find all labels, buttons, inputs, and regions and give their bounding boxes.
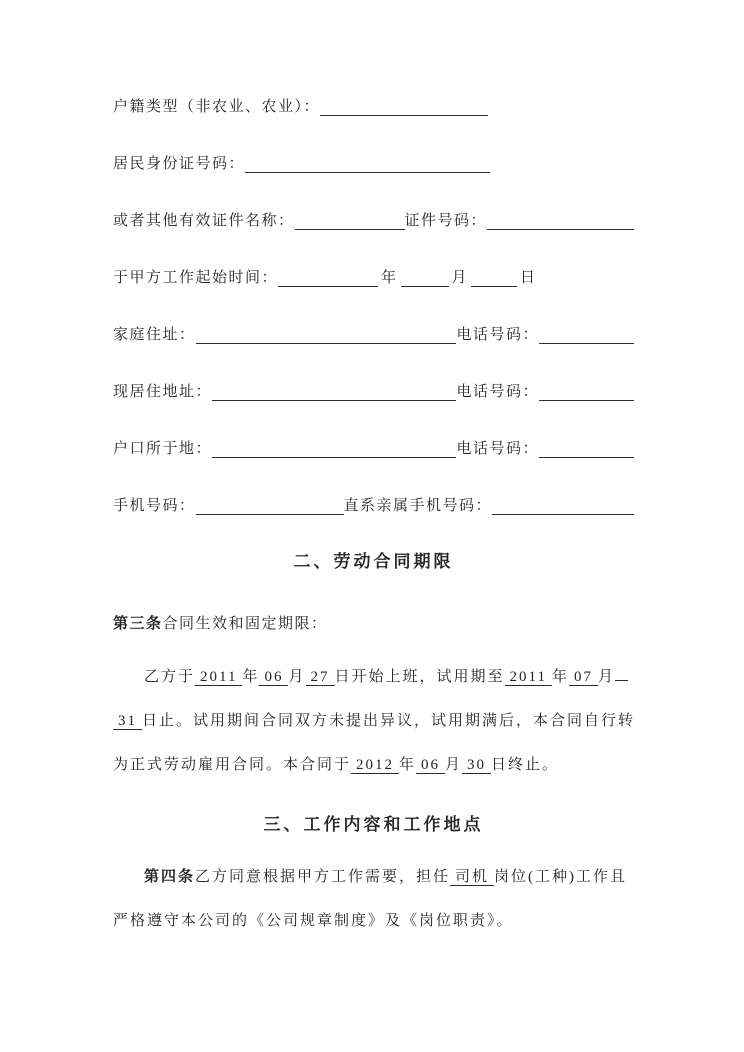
relative-mobile-blank: [492, 496, 634, 515]
section-3-heading: 三、工作内容和工作地点: [263, 815, 484, 834]
registered-residence-label: 户口所于地：: [113, 441, 213, 457]
home-address-row: [113, 322, 634, 344]
contract-end-day-value: 30: [462, 757, 491, 774]
clause-3-line: [113, 613, 634, 635]
day-unit-label: 日: [520, 270, 537, 286]
probation-end-day-blank-tail: [615, 666, 628, 681]
relative-mobile-label: 直系亲属手机号码：: [343, 498, 493, 514]
home-phone-label: 电话号码：: [456, 327, 539, 343]
term-text: 年: [551, 669, 569, 685]
term-text: 日开始上班，试用期至: [334, 669, 505, 685]
contract-end-year-value: 2012: [351, 757, 399, 774]
id-number-row: [113, 151, 634, 173]
term-text: 月: [445, 757, 463, 773]
work-start-month-blank: [401, 268, 449, 287]
household-type-blank: [320, 97, 488, 116]
registered-residence-row: [113, 436, 634, 458]
current-address-label: 现居住地址：: [113, 384, 213, 400]
clause-3-number: 第三条: [113, 616, 163, 632]
id-number-blank: [245, 154, 490, 173]
clause-3-title: 合同生效和固定期限：: [162, 616, 328, 632]
month-unit-label: 月: [451, 270, 469, 286]
work-start-date-row: [113, 265, 634, 287]
clause-4-number: 第四条: [144, 869, 196, 885]
home-phone-blank: [539, 325, 634, 344]
position-value: 司机: [450, 869, 494, 886]
term-paragraph-line-1: [113, 655, 634, 699]
other-certificate-row: [113, 208, 634, 230]
term-paragraph-line-3: [113, 743, 634, 787]
term-text: 月: [597, 669, 615, 685]
probation-end-year-value: 2011: [505, 669, 552, 686]
term-text: 为正式劳动雇用合同。本合同于: [113, 757, 352, 773]
current-phone-label: 电话号码：: [456, 384, 539, 400]
term-text: 月: [288, 669, 306, 685]
id-number-label: 居民身份证号码：: [113, 156, 246, 172]
other-certificate-name-label: 或者其他有效证件名称：: [113, 213, 295, 229]
work-start-year-blank: [278, 268, 378, 287]
probation-end-day-value: 31: [113, 713, 142, 730]
probation-end-month-value: 07: [569, 669, 598, 686]
contract-end-month-value: 06: [416, 757, 445, 774]
year-unit-label: 年: [381, 270, 398, 286]
certificate-number-label: 证件号码：: [404, 213, 488, 229]
term-text: 日终止。: [491, 757, 560, 773]
residence-phone-label: 电话号码：: [456, 441, 539, 457]
home-address-blank: [196, 325, 457, 344]
work-start-day-blank: [471, 268, 517, 287]
mobile-number-row: [113, 493, 634, 515]
term-text: 乙方于: [144, 669, 196, 685]
clause-4-text: 岗位(工种)工作且: [494, 869, 628, 885]
current-address-row: [113, 379, 634, 401]
start-year-value: 2011: [195, 669, 242, 686]
current-phone-blank: [539, 382, 634, 401]
other-certificate-name-blank: [295, 211, 405, 230]
start-month-value: 06: [259, 669, 288, 686]
current-address-blank: [212, 382, 456, 401]
household-type-label: 户籍类型（非农业、农业）：: [113, 99, 321, 115]
term-paragraph-line-2: [113, 699, 634, 743]
contract-term-paragraph: [113, 655, 634, 787]
term-text: 日止。试用期间合同双方未提出异议，试用期满后，本合同自行转: [142, 713, 636, 729]
home-address-label: 家庭住址：: [113, 327, 196, 343]
registered-residence-blank: [212, 439, 456, 458]
household-type-row: [113, 94, 634, 116]
work-start-date-label: 于甲方工作起始时间：: [113, 270, 279, 286]
clause-4-line-2: [113, 899, 634, 943]
section-2-heading: 二、劳动合同期限: [293, 552, 454, 571]
start-day-value: 27: [306, 669, 335, 686]
certificate-number-blank: [487, 211, 634, 230]
term-text: 年: [242, 669, 260, 685]
clause-4-line-1: [113, 855, 634, 899]
clause-4-text: 严格遵守本公司的《公司规章制度》及《岗位职责》。: [113, 913, 514, 929]
residence-phone-blank: [539, 439, 634, 458]
mobile-number-blank: [196, 496, 344, 515]
mobile-number-label: 手机号码：: [113, 498, 196, 514]
clause-4-paragraph: [113, 855, 634, 943]
clause-4-text: 乙方同意根据甲方工作需要，担任: [195, 869, 451, 885]
term-text: 年: [399, 757, 417, 773]
